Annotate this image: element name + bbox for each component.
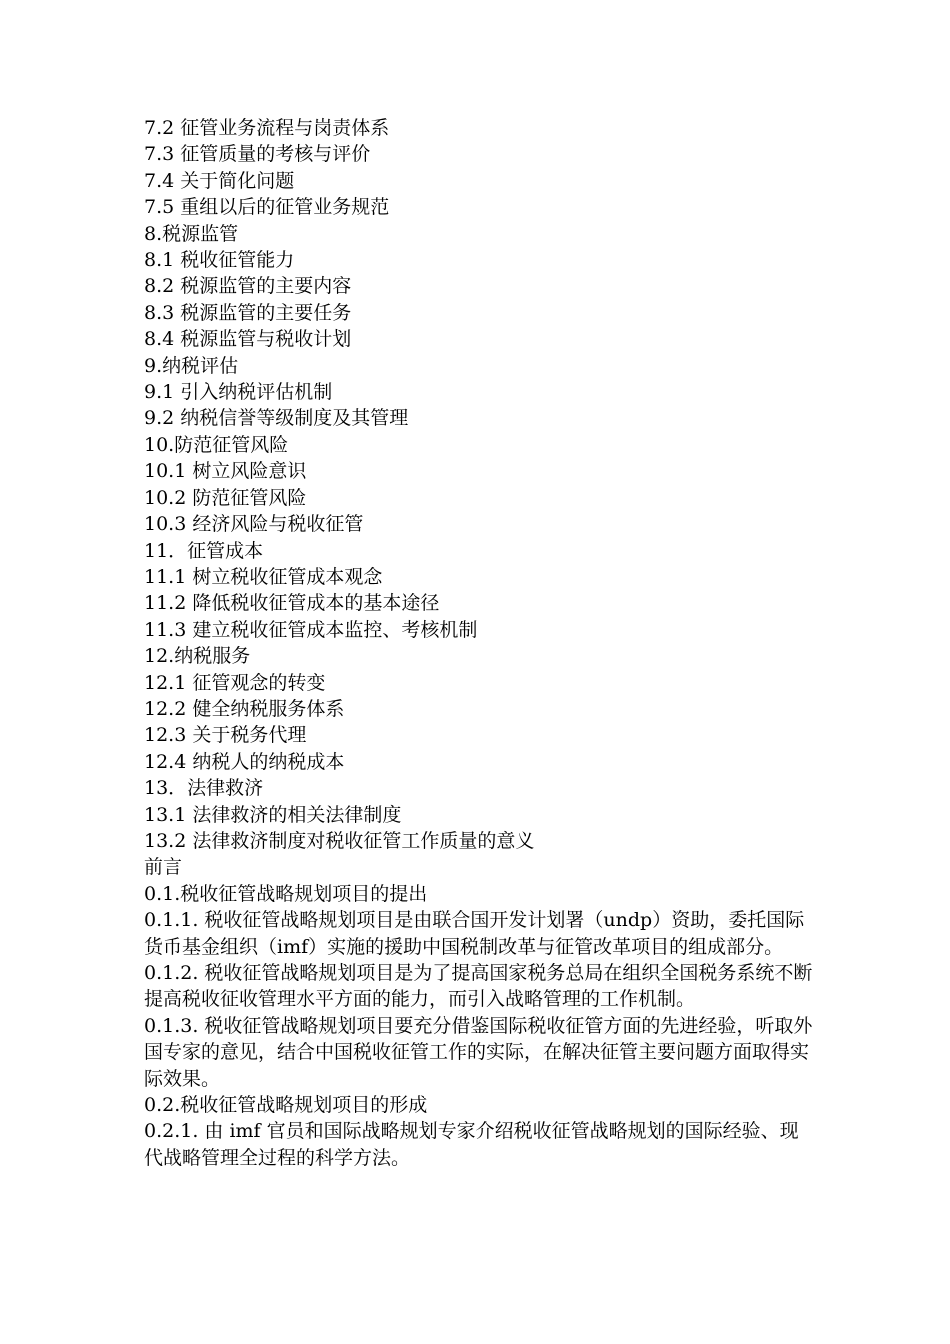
toc-item: 13．法律救济 — [144, 777, 264, 800]
toc-item: 10.3 经济风险与税收征管 — [144, 513, 364, 536]
section-title: 0.2.税收征管战略规划项目的形成 — [144, 1094, 428, 1117]
toc-item: 11．征管成本 — [144, 539, 264, 562]
toc-item: 8.1 税收征管能力 — [144, 249, 295, 272]
toc-item: 11.1 树立税收征管成本观念 — [144, 565, 383, 588]
toc-item: 12.3 关于税务代理 — [144, 724, 307, 747]
toc-item: 13.1 法律救济的相关法律制度 — [144, 803, 402, 826]
toc-item: 8.2 税源监管的主要内容 — [144, 275, 352, 298]
toc-item: 7.2 征管业务流程与岗责体系 — [144, 117, 390, 139]
body-paragraph: 0.1.3. 税收征管战略规划项目要充分借鉴国际税收征管方面的先进经验，听取外国专家的意见，结合中国税收征管工作的实际，在解决征管主要问题方面取得实际效果。 — [144, 1014, 813, 1090]
toc-item: 10.1 树立风险意识 — [144, 460, 307, 483]
body-paragraph: 0.2.1. 由 imf 官员和国际战略规划专家介绍税收征管战略规划的国际经验、现代战略管理全过程的科学方法。 — [144, 1120, 799, 1169]
toc-item: 9.2 纳税信誉等级制度及其管理 — [144, 407, 409, 430]
toc-item: 11.2 降低税收征管成本的基本途径 — [144, 592, 440, 615]
toc-item: 11.3 建立税收征管成本监控、考核机制 — [144, 618, 478, 641]
toc-item: 12.4 纳税人的纳税成本 — [144, 750, 345, 773]
toc-item: 8.税源监管 — [144, 222, 239, 245]
body-paragraph: 0.1.1. 税收征管战略规划项目是由联合国开发计划署（undp）资助，委托国际货币基金组织（imf）实施的援助中国税制改革与征管改革项目的组成部分。 — [144, 909, 805, 958]
toc-item: 7.4 关于简化问题 — [144, 169, 295, 192]
toc-item: 13.2 法律救济制度对税收征管工作质量的意义 — [144, 829, 535, 852]
preface-heading: 前言 — [144, 856, 183, 879]
document-body — [144, 115, 814, 1171]
toc-item: 7.3 征管质量的考核与评价 — [144, 143, 371, 166]
toc-item: 10.2 防范征管风险 — [144, 486, 307, 509]
section-title: 0.1.税收征管战略规划项目的提出 — [144, 882, 428, 905]
toc-item: 9.纳税评估 — [144, 354, 239, 377]
toc-item: 12.纳税服务 — [144, 645, 251, 668]
toc-item: 12.1 征管观念的转变 — [144, 671, 326, 694]
body-paragraph: 0.1.2. 税收征管战略规划项目是为了提高国家税务总局在组织全国税务系统不断提高税收征收管理水平方面的能力，而引入战略管理的工作机制。 — [144, 962, 813, 1011]
toc-item: 12.2 健全纳税服务体系 — [144, 697, 345, 720]
toc-item: 10.防范征管风险 — [144, 433, 289, 456]
toc-item: 7.5 重组以后的征管业务规范 — [144, 196, 390, 219]
toc-item: 8.4 税源监管与税收计划 — [144, 328, 352, 351]
toc-item: 9.1 引入纳税评估机制 — [144, 381, 333, 404]
toc-item: 8.3 税源监管的主要任务 — [144, 301, 352, 324]
